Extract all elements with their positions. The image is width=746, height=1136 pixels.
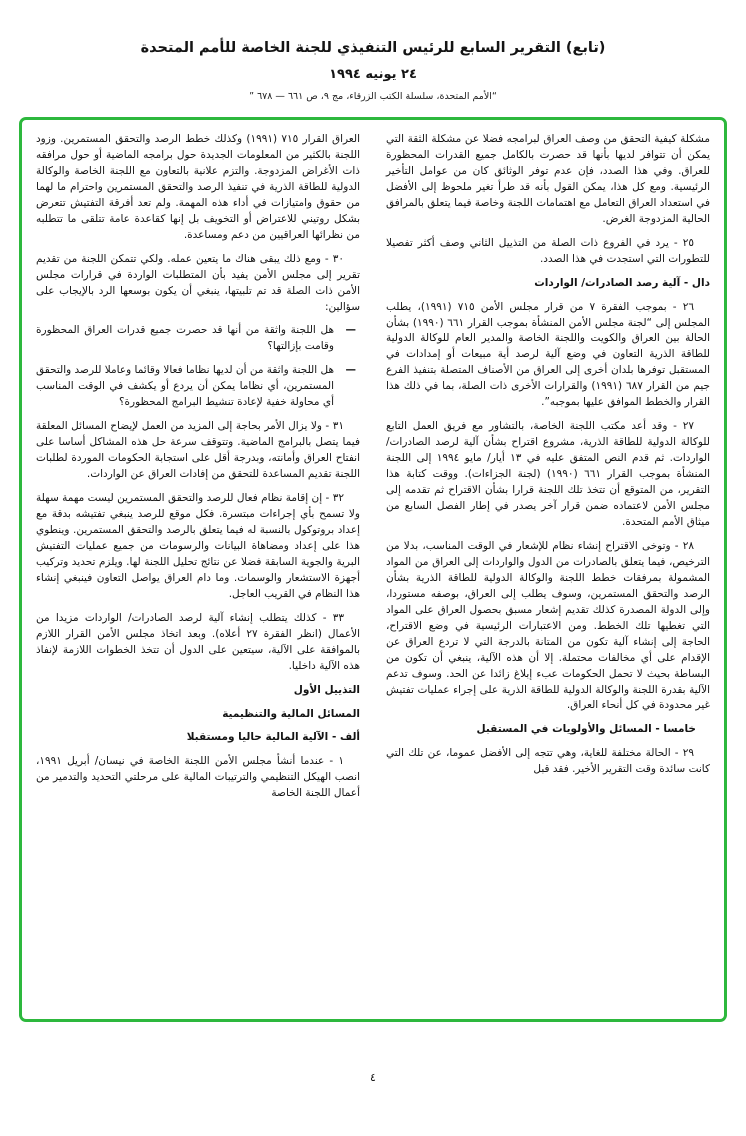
paragraph-32: ٣٢ - إن إقامة نظام فعال للرصد والتحقق المستمرين ليست مهمة سهلة ولا تسمح بأي إجراءات مبتسرة. فكل موقع للرصد ينبغي تفتيشه بدقة مع إعداد بروتوكول بالنسبة له فيما يتعلق بالرصد والتحقق المستمرين. وينطوي هذا على إعداد ومضاهاة البيانات والرسومات من جميع عمليات التفتيش البرية والجوية السابقة فضلا عن نتائج تحليل اللجنة لها. ويلزم تحديد وتركيب أجهزة الاستشعار والوسمات. وما دام العراق يواصل التعاون فينبغي إنشاء هذا النظام في القريب العاجل.	[36, 492, 360, 600]
paragraph-intro-continuation: مشكلة كيفية التحقق من وصف العراق لبرامجه فضلا عن مشكلة الثقة التي يمكن أن تتوافر لديها بأنها قد حصرت بالكامل جميع القدرات المحظورة للعراق. وفي هذا الصدد، فإن عدم توفر الوثائق كان من عوامل التأخير الرئيسية. ومع كل هذا، يمكن القول بأنه قد طرأ تغير ملحوظ إلى الأفضل في استعداد العراق التعامل مع اهتمامات اللجنة وخاصة فيما يتعلق بالمرافق الحالية المزدوجة الغرض.	[386, 133, 710, 225]
right-column	[386, 132, 710, 1007]
paragraph-31: ٣١ - ولا يزال الأمر بحاجة إلى المزيد من العمل لإيضاح المسائل المعلقة فيما يتصل بالبرامج الماضية. وتتوقف سرعة حل هذه المشاكل أساسا على انفتاح العراق وأمانته، وبدرجة أقل على استجابة الحكومات الموردة لطلبات اللجنة تقديم المساعدة للتحقق من إفادات العراق عن الواردات.	[36, 420, 360, 481]
bullet-text-2: هل اللجنة واثقة من أن لديها نظاما فعالا وقائما وعاملا للرصد والتحقق المستمرين، أي نظاما يمكن أن يردع أو يكشف في الوقت المناسب أي محاولة خفية لإعادة تنشيط البرامج المحظورة؟	[36, 364, 334, 409]
paragraph-continuation: العراق القرار ٧١٥ (١٩٩١) وكذلك خطط الرصد والتحقق المستمرين. وزود اللجنة بالكثير من المعلومات الجديدة حول برامجه الماضية أو حول مرافقه ذات الأغراض المزدوجة. والتزم علانية بالتعاون مع اللجنة الخاصة والوكالة الدولية للطاقة الذرية في تنفيذ الرصد والتحقق المستمرين واحترام ما لهما من حقوق وامتيازات في أداء هذه المهمة. ولم تعد أفرقة التفتيش تتعرض بشكل روتيني للاعتراض أو التخويف بل إنها كقاعدة عامة تتلقى ما تتطلبه من نظرائها العراقيين من دعم ومساعدة.	[36, 133, 360, 241]
content-border-box	[19, 117, 727, 1022]
paragraph-28: ٢٨ - وتوخى الاقتراح إنشاء نظام للإشعار في الوقت المناسب، بدلا من الترخيص، فيما يتعلق بالصادرات من الدول والواردات إلى العراق من المواد المشمولة بمرفقات خطط اللجنة والوكالة الدولية للطاقة الذرية بشأن الرصد والتحقق المستمرين، وسوف يطلب إلى العراق، بوصفه مستوردا، وإلى الدولة المصدرة كذلك تقديم إشعار مسبق بحصول العراق على المواد التي تغطيها تلك الخطط. ومن الاعتبارات الرئيسية في وضع الاقتراح، الحاجة إلى إنشاء آلية تكون من المتانة بالدرجة التي لا تردع العراق عن الإقدام على أي مخالفات محتملة. إلا أن هذه الآلية، ينبغي أن تكون من البساطة بحيث لا تحمل الحكومات عبء إبلاغ زائدا عن الحد. وسوف تدعم الآلية بقدرة اللجنة والوكالة الدولية للطاقة الذرية على إجراء عمليات تفتيش غير محدودة في كل أنحاء العراق.	[386, 539, 710, 712]
paragraph-26: ٢٦ - بموجب الفقرة ٧ من قرار مجلس الأمن ٧١٥ (١٩٩١)، يطلب المجلس إلى “لجنة مجلس الأمن المنشأة بموجب القرار ٦٦١ (١٩٩٠) بشأن الحالة بين العراق والكويت واللجنة الخاصة والمدير العام للوكالة الدولية للطاقة الذرية التعاون في وضع آلية لرصد أية مبيعات أو إمدادات في المستقبل توفرها بلدان أخرى إلى العراق من الأصناف المتصلة بتنفيذ الفرع جيم من القرار ٦٨٧ (١٩٩١) والقرارات الأخرى ذات الصلة، بما في ذلك هذا القرار والخطط الموافق عليها بموجبه”.	[386, 300, 711, 409]
two-column-layout	[36, 132, 710, 1007]
paragraph-33: ٣٣ - كذلك يتطلب إنشاء آلية لرصد الصادرات/ الواردات مزيدا من الأعمال (انظر الفقرة ٢٧ أعلاه). وبعد اتخاذ مجلس الأمن القرار اللازم بالموافقة على الآلية، سيتعين على الدول أن تتخذ الخطوات اللازمة لإنفاذ هذه الآلية داخليا.	[36, 611, 360, 672]
appendix-heading: التذييل الأول	[293, 683, 360, 696]
paragraph-25: ٢٥ - يرد في الفروع ذات الصلة من التذييل الثاني وصف أكثر تفصيلا للتطورات التي استجدت في هذا الصدد.	[386, 236, 710, 265]
paragraph-appendix-1: ١ - عندما أنشأ مجلس الأمن اللجنة الخاصة في نيسان/ أبريل ١٩٩١، انصب الهيكل التنظيمي والترتيبات المالية على مرحلتي التحديد والتدمير من أعمال اللجنة الخاصة	[36, 755, 360, 800]
document-source-citation: “الأمم المتحدة، سلسلة الكتب الزرقاء، مج ٩، ص ٦٦١ — ٦٧٨ ”	[249, 91, 497, 102]
financial-matters-heading: المسائل المالية والتنظيمية	[222, 707, 360, 720]
dash-bullet-icon: —	[345, 324, 356, 337]
page-number: ٤	[370, 1071, 376, 1084]
dash-bullet-icon: —	[345, 364, 356, 377]
bullet-item-1	[36, 323, 360, 355]
paragraph-27: ٢٧ - وقد أعد مكتب اللجنة الخاصة، بالتشاور مع فريق العمل التابع للوكالة الدولية للطاقة الذرية، مشروع اقتراح بشأن آلية لرصد الصادرات/الواردات. ثم قدم النص المتفق عليه في ١٣ أيار/ مايو ١٩٩٤ إلى اللجنة المنشأة بموجب القرار ٦٦١ (١٩٩٠) (لجنة الجزاءات). ووقت كتابة هذا التقرير، من المتوقع أن تتخذ تلك اللجنة قرارا بشأن الاقتراح ثم تقدمه إلى مجلس الأمن لاعتماده ضمن قرار آخر يصدر في إطار الفصل السابع من ميثاق الأمم المتحدة.	[386, 420, 710, 528]
section-heading-khamisan: خامسا - المسائل والأولويات في المستقبل	[476, 723, 696, 736]
bullet-item-2	[36, 363, 360, 411]
subsection-heading-alef: ألف - الآلية المالية حاليا ومستقبلا	[186, 731, 360, 744]
document-title: (تابع) التقرير السابع للرئيس التنفيذي للجنة الخاصة للأمم المتحدة	[140, 40, 606, 56]
page-footer	[0, 1071, 746, 1084]
left-column	[36, 132, 360, 1007]
document-header	[0, 0, 746, 102]
paragraph-29: ٢٩ - الحالة مختلفة للغاية، وهي تتجه إلى الأفضل عموما، عن تلك التي كانت سائدة وقت التقرير الأخير. فقد قبل	[386, 747, 710, 776]
bullet-text-1: هل اللجنة واثقة من أنها قد حصرت جميع قدرات العراق المحظورة وقامت بإزالتها؟	[36, 324, 334, 353]
paragraph-30: ٣٠ - ومع ذلك يبقى هناك ما يتعين عمله. ولكي تتمكن اللجنة من تقديم تقرير إلى مجلس الأمن يفيد بأن المتطلبات الواردة في قرارات مجلس الأمن ذات الصلة قد تم تلبيتها، ينبغي أن يكون بوسعها الرد بالإيجاب على سؤالين:	[36, 252, 360, 313]
document-date: ٢٤ يونيه ١٩٩٤	[329, 67, 417, 82]
section-heading-dal: دال - آلية رصد الصادرات/ الواردات	[534, 276, 710, 289]
